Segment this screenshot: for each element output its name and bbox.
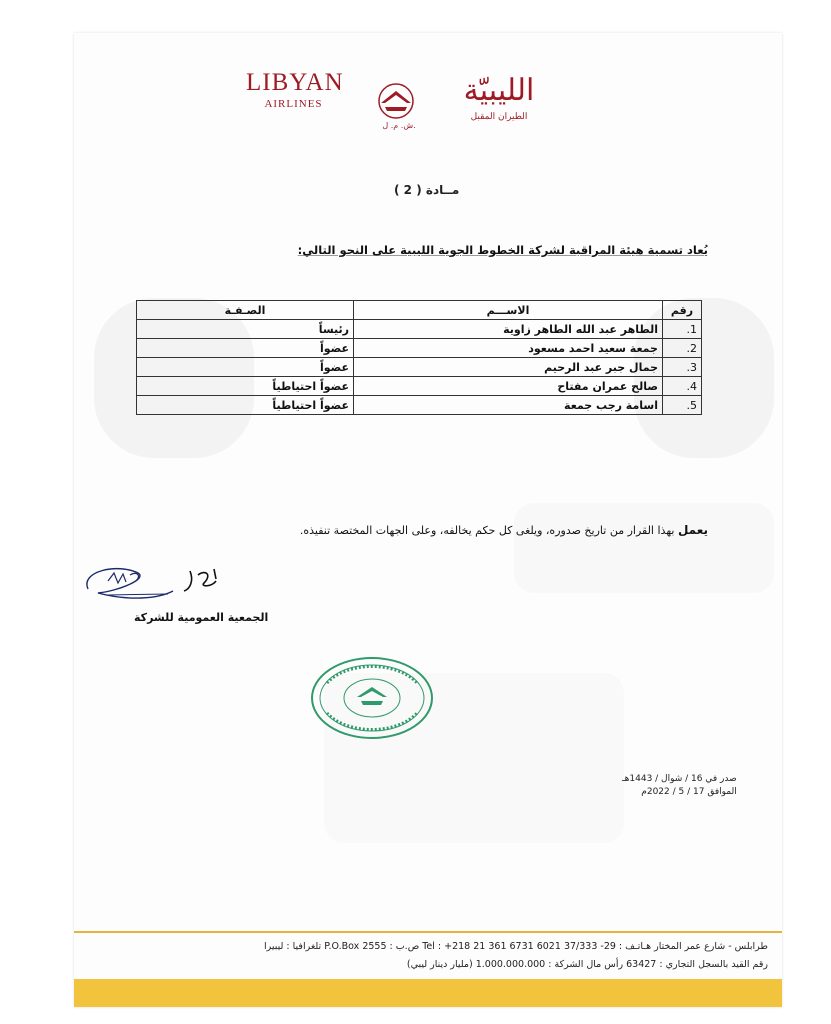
- brand-name-ar: الليبيّة: [463, 73, 535, 108]
- member-name: جمال جبر عبد الرحيم: [354, 358, 663, 377]
- col-number-header: رقم: [663, 301, 702, 320]
- table-row: [137, 377, 702, 396]
- member-role: عضواً احتياطياً: [137, 377, 354, 396]
- official-seal: [307, 653, 437, 743]
- member-role: عضواً: [137, 339, 354, 358]
- issue-date-hijri: صدر في 16 / شوال / 1443هـ: [622, 774, 737, 784]
- row-number: 2.: [663, 339, 702, 358]
- airline-logo-icon: [371, 81, 421, 121]
- member-name: الطاهر عبد الله الطاهر زاوية: [354, 320, 663, 339]
- brand-sub-en: AIRLINES: [264, 98, 323, 110]
- member-role: عضواً احتياطياً: [137, 396, 354, 415]
- intro-text: يُعاد تسمية هيئة المراقبة لشركة الخطوط الجوية الليبية على النحو التالي:: [297, 243, 708, 257]
- col-name-header: الاســـم: [354, 301, 663, 320]
- issue-date-gregorian: الموافق 17 / 5 / 2022م: [641, 787, 737, 797]
- enforcement-clause: [300, 523, 708, 537]
- document-page: [74, 33, 782, 1007]
- signer-title: الجمعية العمومية للشركة: [134, 611, 269, 624]
- clause-text: بهذا القرار من تاريخ صدوره، ويلغى كل حكم يخالفه، وعلى الجهات المختصة تنفيذه.: [299, 524, 675, 537]
- handwritten-signature: [78, 561, 228, 606]
- clause-lead: يعمل: [677, 523, 708, 537]
- issue-dates: [622, 773, 737, 799]
- row-number: 3.: [663, 358, 702, 377]
- brand-name-en: LIBYAN: [246, 69, 344, 96]
- member-role: رئيساً: [137, 320, 354, 339]
- logo-arabic: [439, 71, 559, 123]
- members-table: [136, 300, 702, 415]
- footer-color-bar: [74, 979, 782, 1007]
- table-row: [137, 320, 702, 339]
- member-name: صالح عمران مفتاح: [354, 377, 663, 396]
- row-number: 1.: [663, 320, 702, 339]
- col-role-header: الصـفـة: [137, 301, 354, 320]
- footer-divider: [74, 931, 782, 933]
- footer-registration: رقم القيد بالسجل التجاري : 63427 رأس مال الشركة : 1.000.000.000 (مليار دينار ليبي): [406, 959, 768, 970]
- table-row: [137, 396, 702, 415]
- row-number: 4.: [663, 377, 702, 396]
- article-title: مــادة ( 2 ): [394, 183, 460, 197]
- table-row: [137, 358, 702, 377]
- table-header-row: [137, 301, 702, 320]
- letterhead-footer: [88, 938, 768, 974]
- watermark-shape: [514, 503, 774, 593]
- brand-abbr: ش. م. ل.: [382, 121, 416, 130]
- member-role: عضواً: [137, 358, 354, 377]
- footer-contact: طرابلس - شارع عمر المختار هـاتـف : 29- 37/333 6021 Tel : +218 21 361 6731 ص.ب : 2555 P.O.Box تلغرافيا : ليبيرا: [264, 941, 768, 952]
- row-number: 5.: [663, 396, 702, 415]
- member-name: جمعة سعيد احمد مسعود: [354, 339, 663, 358]
- table-row: [137, 339, 702, 358]
- logo-english: [246, 69, 344, 111]
- member-name: اسامة رجب جمعة: [354, 396, 663, 415]
- brand-sub-ar: الطيران المقبل: [470, 112, 528, 122]
